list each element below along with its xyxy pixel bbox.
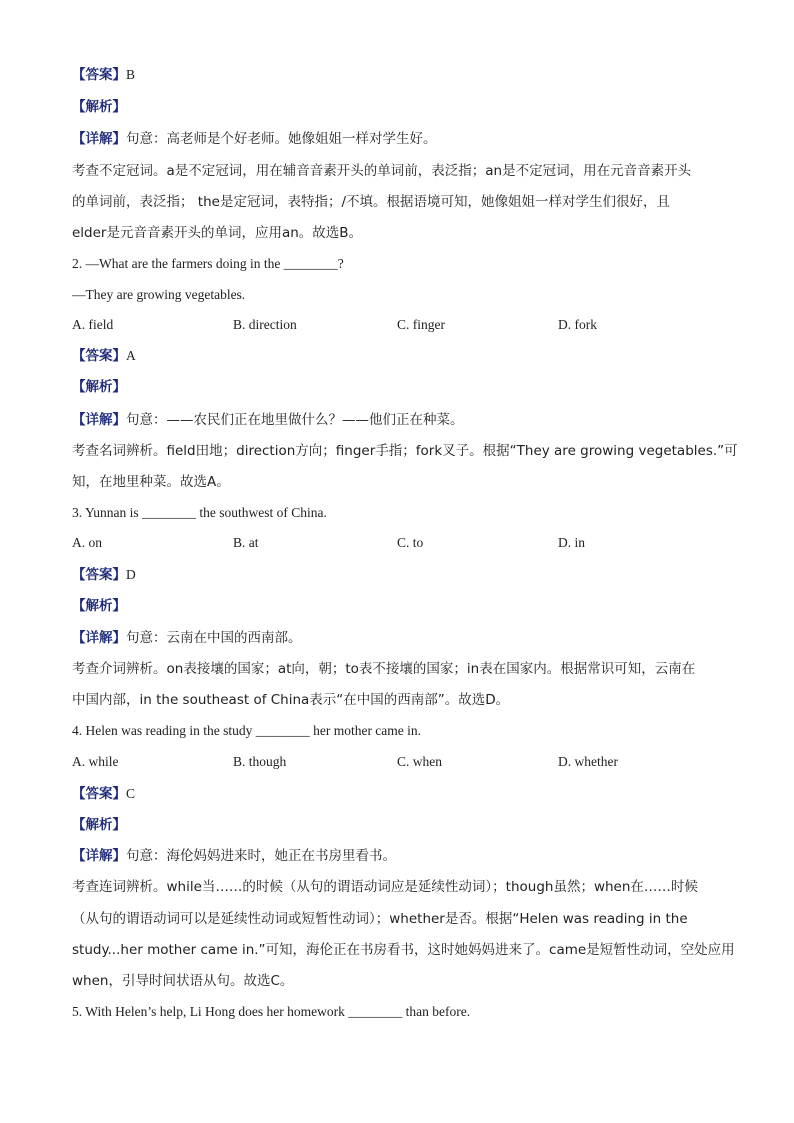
q3-explanation-1: 考查介词辨析。on表接壤的国家；at向，朝；to表不接壤的国家；in表在国家内。根据常识可知，云南在 [72, 661, 696, 677]
q2-option-c: C. finger [397, 317, 445, 332]
q3-options [72, 535, 732, 553]
q4-meaning: 句意：海伦妈妈进来时，她正在书房里看书。 [126, 848, 396, 864]
answer-tag: 【答案】 [72, 786, 126, 802]
q2-meaning: 句意：——农民们正在地里做什么？——他们正在种菜。 [126, 412, 464, 428]
q2-stem: 2. —What are the farmers doing in the ________? [72, 256, 344, 271]
q3-option-b: B. at [233, 535, 259, 550]
q2-reply: —They are growing vegetables. [72, 287, 246, 302]
q3-option-c: C. to [397, 535, 424, 550]
q4-option-a: A. while [72, 754, 119, 769]
q2-analysis-heading [72, 378, 126, 396]
analysis-tag: 【解析】 [72, 817, 126, 833]
q1-explanation-2: 的单词前，表泛指； the是定冠词，表特指；/不填。根据语境可知，她像姐姐一样对学生们很好，且 [72, 194, 670, 210]
q4-explanation-2: （从句的谓语动词可以是延续性动词或短暂性动词）；whether是否。根据“Helen was reading in the [72, 911, 688, 927]
detail-tag: 【详解】 [72, 412, 126, 428]
q3-meaning: 句意：云南在中国的西南部。 [126, 630, 302, 646]
q2-detail-line [72, 411, 464, 429]
q3-detail-line [72, 629, 302, 647]
q4-option-c: C. when [397, 754, 442, 769]
q3-option-a: A. on [72, 535, 102, 550]
q3-option-d: D. in [558, 535, 585, 550]
q4-explanation-4: when，引导时间状语从句。故选C。 [72, 973, 294, 989]
analysis-tag: 【解析】 [72, 379, 126, 395]
answer-tag: 【答案】 [72, 348, 126, 364]
q1-analysis-heading [72, 98, 126, 116]
analysis-tag: 【解析】 [72, 598, 126, 614]
q2-options [72, 317, 732, 335]
q5-stem: 5. With Helen’s help, Li Hong does her homework ________ than before. [72, 1004, 471, 1019]
q2-option-b: B. direction [233, 317, 297, 332]
q4-stem: 4. Helen was reading in the study ________ her mother came in. [72, 723, 422, 738]
q4-explanation-1: 考查连词辨析。while当……的时候（从句的谓语动词应是延续性动词）；though虽然；when在……时候 [72, 879, 698, 895]
q2-explanation-2: 知，在地里种菜。故选A。 [72, 474, 230, 490]
q1-meaning: 句意：高老师是个好老师。她像姐姐一样对学生好。 [126, 131, 437, 147]
q3-answer-line [72, 566, 136, 584]
q3-analysis-heading [72, 597, 126, 615]
q3-answer: D [126, 567, 136, 582]
q1-explanation-3: elder是元音音素开头的单词，应用an。故选B。 [72, 225, 363, 241]
q2-option-d: D. fork [558, 317, 597, 332]
q2-explanation-1: 考查名词辨析。field田地；direction方向；finger手指；fork叉子。根据“They are growing vegetables.”可 [72, 443, 738, 459]
answer-tag: 【答案】 [72, 567, 126, 583]
q1-detail-line [72, 130, 437, 148]
q4-option-d: D. whether [558, 754, 618, 769]
q4-analysis-heading [72, 816, 126, 834]
q2-answer: A [126, 348, 136, 363]
q1-explanation-1: 考查不定冠词。a是不定冠词，用在辅音音素开头的单词前，表泛指；an是不定冠词，用在元音音素开头 [72, 163, 692, 179]
q3-stem: 3. Yunnan is ________ the southwest of China. [72, 505, 327, 520]
q4-answer-line [72, 785, 135, 803]
q1-answer-line [72, 66, 135, 84]
q4-explanation-3: study...her mother came in.”可知，海伦正在书房看书，这时她妈妈进来了。came是短暂性动词，空处应用 [72, 942, 735, 958]
q3-explanation-2: 中国内部，in the southeast of China表示“在中国的西南部”。故选D。 [72, 692, 510, 708]
detail-tag: 【详解】 [72, 131, 126, 147]
q1-answer: B [126, 67, 136, 82]
analysis-tag: 【解析】 [72, 99, 126, 115]
detail-tag: 【详解】 [72, 848, 126, 864]
q4-detail-line [72, 847, 396, 865]
q4-options [72, 754, 732, 772]
q4-option-b: B. though [233, 754, 287, 769]
q4-answer: C [126, 786, 136, 801]
answer-tag: 【答案】 [72, 67, 126, 83]
q2-option-a: A. field [72, 317, 114, 332]
detail-tag: 【详解】 [72, 630, 126, 646]
q2-answer-line [72, 347, 136, 365]
